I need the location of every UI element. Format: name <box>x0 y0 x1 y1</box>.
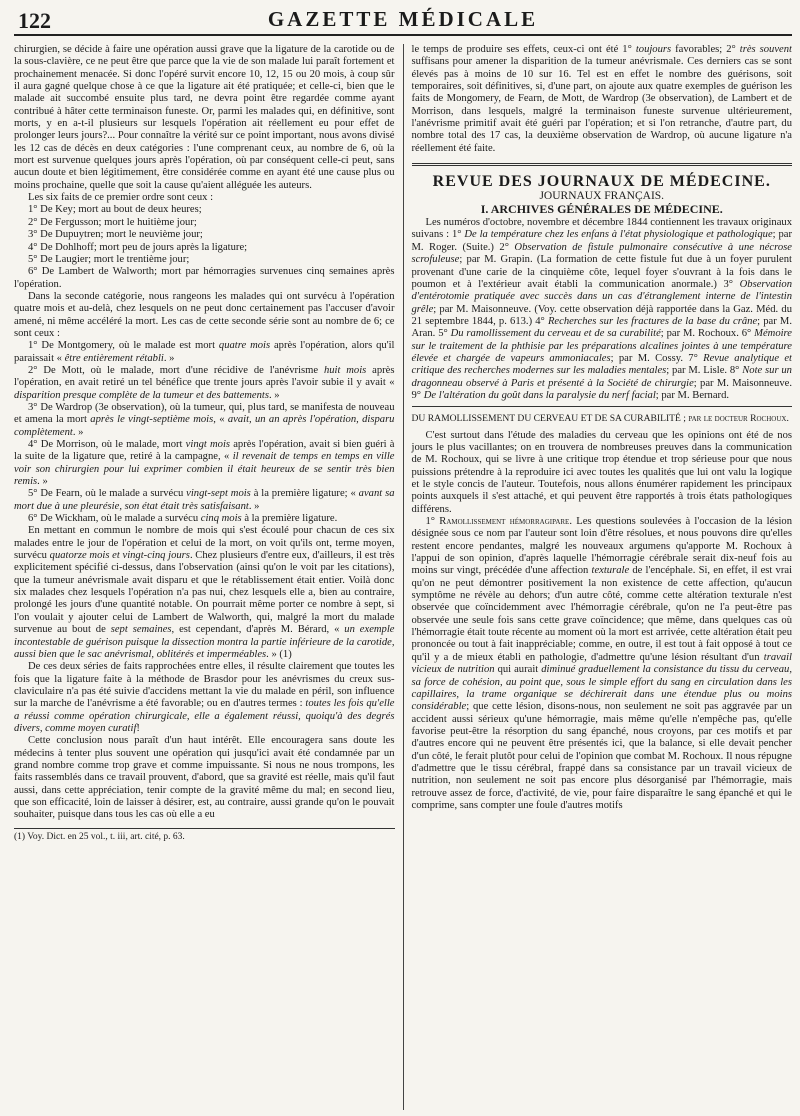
list-item: 2° De Fergusson; mort le huitième jour; <box>28 216 197 228</box>
list-item: 4° De Dohlhoff; mort peu de jours après la ligature; <box>28 241 248 253</box>
list-item: 1° De Key; mort au bout de deux heures; <box>28 204 202 216</box>
paragraph: Dans la seconde catégorie, nous rangeons les malades qui ont survécu à l'opération quatre mois et au-delà, chez lesquels on ne peut donc certainement pas l'accuser d'avoir amené, ni même accéléré la mort. Les cas de cette seconde série sont au nombre de 6; ce sont ceux : <box>14 290 395 339</box>
list-item: 5° De Laugier; mort le trentième jour; <box>28 253 190 265</box>
journal-heading: I. ARCHIVES GÉNÉRALES DE MÉDECINE. <box>480 201 723 216</box>
case-item: 3° De Wardrop (3e observation), où la tumeur, qui, plus tard, se manifesta de nouveau et amena la mort après le vingt-septième mois, « avait, un an après l'opération, disparu complètement. » <box>14 401 395 438</box>
section-title: REVUE DES JOURNAUX DE MÉDECINE. <box>432 173 771 191</box>
case-item: 5° De Fearn, où le malade a survécu vingt-sept mois à la première ligature; « avant sa mort due à une pleurésie, son état était très satisfaisant. » <box>14 488 395 512</box>
columns <box>14 44 792 1110</box>
right-column <box>404 44 793 1110</box>
case-item: 1° De Montgomery, où le malade est mort quatre mois après l'opération, alors qu'il paraissait « être entièrement rétabli. » <box>14 340 395 364</box>
page-number: 122 <box>18 8 51 33</box>
list-item: 6° De Lambert de Walworth; mort par hémorragies survenues cinq semaines après l'opération. <box>14 266 395 290</box>
list-item: 3° De Dupuytren; mort le neuvième jour; <box>28 229 203 241</box>
article-title: DU RAMOLLISSEMENT DU CERVEAU ET DE SA CURABILITÉ ; par le docteur Rochoux. <box>411 413 789 425</box>
case-item: 2° De Mott, où le malade, mort d'une récidive de l'anévrisme huit mois après l'opération, en avait retiré un tel bénéfice que trente jours après l'avoir subie il y avait « disparition presque complète de la tumeur et des battements. » <box>14 364 395 401</box>
paragraph: Cette conclusion nous paraît d'un haut intérêt. Elle encouragera sans doute les médecins à tenter plus souvent une opération qui jusqu'ici avait été condamnée par un grand nombre comme trop grave et comme impuissante. Si nous ne nous trompons, les faits rassemblés dans ce travail prouvent, d'abord, que sa gravité est réelle, mais qu'il faut aussi, dans cette appréciation, tenir compte de la gravité même du mal; en second lieu, que son efficacité, loin de laisser à désirer, est, au contraire, aussi grande qu'on le pouvait souhaiter, puisque dans tous les cas où elle a eu <box>14 735 395 821</box>
paragraph: C'est surtout dans l'étude des maladies du cerveau que les opinions ont été de nos jours le plus vacillantes; on en trouvera de nombreuses preuves dans la communication de M. Rochoux, qui se livre à une critique trop étendue et trop sérieuse pour que nous puissions prétendre à la reproduire ici avec toutes les qualités que lui ont valu la logique et le style concis de l'auteur. Toutefois, nous allons énumérer rapidement les principaux points auxquels il s'est attaché, et qui peuvent être rapportés à trois états pathologiques différens. <box>411 429 792 515</box>
footnote: (1) Voy. Dict. en 25 vol., t. iii, art. cité, p. 63. <box>14 828 395 843</box>
case-item: 6° De Wickham, où le malade a survécu cinq mois à la première ligature. <box>28 513 338 525</box>
paragraph: chirurgien, se décide à faire une opération aussi grave que la ligature de la carotide ou de la sous-clavière, ce ne peut être que parce que la vie de son malade lui paraît fortement et prochainement menacée. Si donc l'opéré survit encore 10, 12, 15 ou 20 mois, à coup sûr il aura gagné quelque chose à ce que la ligature ait été pratiquée; et celle-ci, bien que le malade ait succombé ensuite plus tard, ne devra point être regardée comme ayant contribué à hâter cette terminaison funeste. Or, parmi les malades qui, en définitive, sont morts, y en a-t-il plusieurs sur lesquels l'opération ait réellement eu pour effet de prolonger leurs jours?... Pour connaître la vérité sur ce point important, nous avons divisé les 12 cas de décès en deux catégories : l'une comprenant ceux, au nombre de 6, où la mort est survenue quelques jours après l'opération, où par conséquent celle-ci peut, sans aucun doute et bien légitimement, être considérée comme en ayant été une cause plus ou moins prochaine, quelle que soit la cause qu'aient alléguée les auteurs. <box>14 44 395 191</box>
section-divider <box>412 163 793 166</box>
paragraph: De ces deux séries de faits rapprochées entre elles, il résulte clairement que toutes les fois que la ligature faite à la méthode de Brasdor pour les anévrismes du creux sus-claviculaire n'a pas été suivie d'accidens mettant la vie du malade en péril, son influence sur la marche de l'anévrisme a été favorable; ou en d'autres termes : toutes les fois qu'elle a réussi comme opération chirurgicale, elle a également réussi, quoiqu'à des degrés divers, comme moyen curatif! <box>14 661 395 734</box>
paragraph: Les six faits de ce premier ordre sont ceux : <box>28 192 214 204</box>
paragraph: le temps de produire ses effets, ceux-ci ont été 1° toujours favorables; 2° très souvent suffisans pour amener la disparition de la tumeur anévrismale. Ces derniers cas se sont élevés pas à moins de 10 sur 16. Tel est en effet le nombre des guérisons, soit temporaires, soit définitives, si, d'une part, on ajoute aux quatre exemples de guérison les faits de Mongomery, de Fearn, de Mott, de Wardrop (3e observation), de Lambert et de Morrison, dans lesquels, malgré la terminaison funeste survenue ultérieurement, l'anévrisme primitif avait été guéri par l'opération; et si l'on retranche, d'autre part, du nombre total des 17 cas, la deuxième observation de Wardrop, où aucune ligature n'a réellement été faite. <box>411 44 792 154</box>
page-header <box>14 6 792 36</box>
case-item: 4° De Morrison, où le malade, mort vingt mois après l'opération, avait si bien guéri à la suite de la ligature que, retiré à la campagne, « il revenait de temps en temps en ville voir son chirurgien pour lui exprimer combien il était heureux de se sentir très bien remis. » <box>14 439 395 488</box>
journal-title: GAZETTE MÉDICALE <box>267 7 539 31</box>
divider <box>412 406 793 407</box>
paragraph: En mettant en commun le nombre de mois qui s'est écoulé pour chacun de ces six malades entre le jour de l'opération et celui de la mort, on voit qu'ils ont, terme moyen, survécu quatorze mois et vingt-cinq jours. Chez plusieurs d'entre eux, d'ailleurs, il est très explicitement spécifié ci-dessus, dans l'observation (ainsi qu'on le voit par les citations), que la tumeur anévrismale avait disparu et que le rétablissement était entier. Voilà donc six malades chez lesquels l'opération n'a pas nui, chez lesquels elle a, bien au contraire, prolongé les jours d'une quantité notable. On pourrait même porter ce nombre à sept, si l'on voulait y ajouter celui de Lambert de Walworth, qui, malgré la mort du malade survenue au bout de sept semaines, est cependant, d'après M. Bérard, « un exemple incontestable de guérison puisque la dissection montra la partie inférieure de la carotide, aussi bien que le sac anévrismal, oblitérés et imperméables. » (1) <box>14 525 395 660</box>
paragraph: 1° Ramollissement hémorragipare. Les questions soulevées à l'occasion de la lésion désignée sous ce nom par l'auteur sont loin d'être résolues, et nous pouvons dire qu'elles restent encore pendantes, malgré les nouveaux argumens qu'apporte M. Rochoux à l'appui de son opinion, d'après laquelle l'hémorragie cérébrale serait dix-neuf fois au moins sur vingt, précédée d'une affection texturale de l'encéphale. Si, en effet, il est vrai qu'on ne peut démontrer positivement la non existence de cette affection, qu'aucun symptôme ne révèle au dehors; d'un autre côté, comme cette altération texturale n'est observée que coïncidemment avec l'hémorragie cérébrale, qu'on ne l'a peut-être pas observée une seule fois sans cette grave coïncidence; que même, dans quelques cas où l'hémorragie était toute récente au moment où la mort est arrivée, cette altération était peu prononcée ou tout à fait inappréciable; comme, en outre, il est tout à fait opposé à tout ce qu'il y a de mieux établi en pathologie, d'admettre qu'une lésion résultant d'un travail vicieux de nutrition qui aurait diminué graduellement la consistance du tissu du cerveau, sa force de cohésion, au point que, sous le simple effort du sang en circulation dans les capillaires, la trame organique se déchirerait dans une étendue plus ou moins considérable; que cette lésion, disons-nous, non seulement ne soit pas aggravée par un accident aussi sérieux qu'une hémorragie, mais même qu'elle n'empêche pas, qu'elle favorise peut-être la résorption du sang épanché, nous croyons, par ces motifs et par d'autres encore qui ne peuvent être présentés ici, que la balance, si elle devait pencher d'un côté, le ferait plutôt pour celui de l'opinion que combat M. Rochoux. Il nous répugne d'admettre que le tissu cérébral, frappé dans sa consistance par un travail vicieux de nutrition, non seulement ne soit pas encore plus désorganisé par l'hémorragie, mais retrouve assez de force, d'activité, de vie, pour faire disparaître le sang épanché et qui le comprime, sans compter une foule d'autres motifs <box>411 516 792 811</box>
paragraph: Les numéros d'octobre, novembre et décembre 1844 contiennent les travaux originaux suivans : 1° De la température chez les enfans à l'état physiologique et pathologique; par M. Roger. (Suite.) 2° Observation de fistule pulmonaire consécutive à une nécrose scrofuleuse; par M. Grapin. (La formation de cette fistule fut due à un foyer purulent provenant d'une carie de la cinquième côte, lequel foyer s'ouvrant à la fois dans le poumon et à l'extérieur avait établi la communication anormale.) 3° Observation d'entérotomie pratiquée avec succès dans un cas d'étranglement interne de l'intestin grêle; par M. Maisonneuve. (Voy. cette observation déjà rapportée dans la Gaz. Méd. du 21 septembre 1844, p. 613.) 4° Recherches sur les fractures de la base du crâne; par M. Aran. 5° Du ramollissement du cerveau et de sa curabilité; par M. Rochoux. 6° Mémoire sur le traitement de la phthisie par les préparations alcalines jointes à une température élevée et chargée de vapeurs ammoniacales; par M. Cossy. 7° Revue analytique et critique des recherches modernes sur les maladies mentales; par M. Lisle. 8° Note sur un dragonneau observé à Paris et présenté à la Société de chirurgie; par M. Maisonneuve. 9° De l'altération du goût dans la paralysie du nerf facial; par M. Bernard. <box>411 217 792 401</box>
subsection-title: JOURNAUX FRANÇAIS. <box>539 190 665 203</box>
left-column <box>14 44 404 1110</box>
